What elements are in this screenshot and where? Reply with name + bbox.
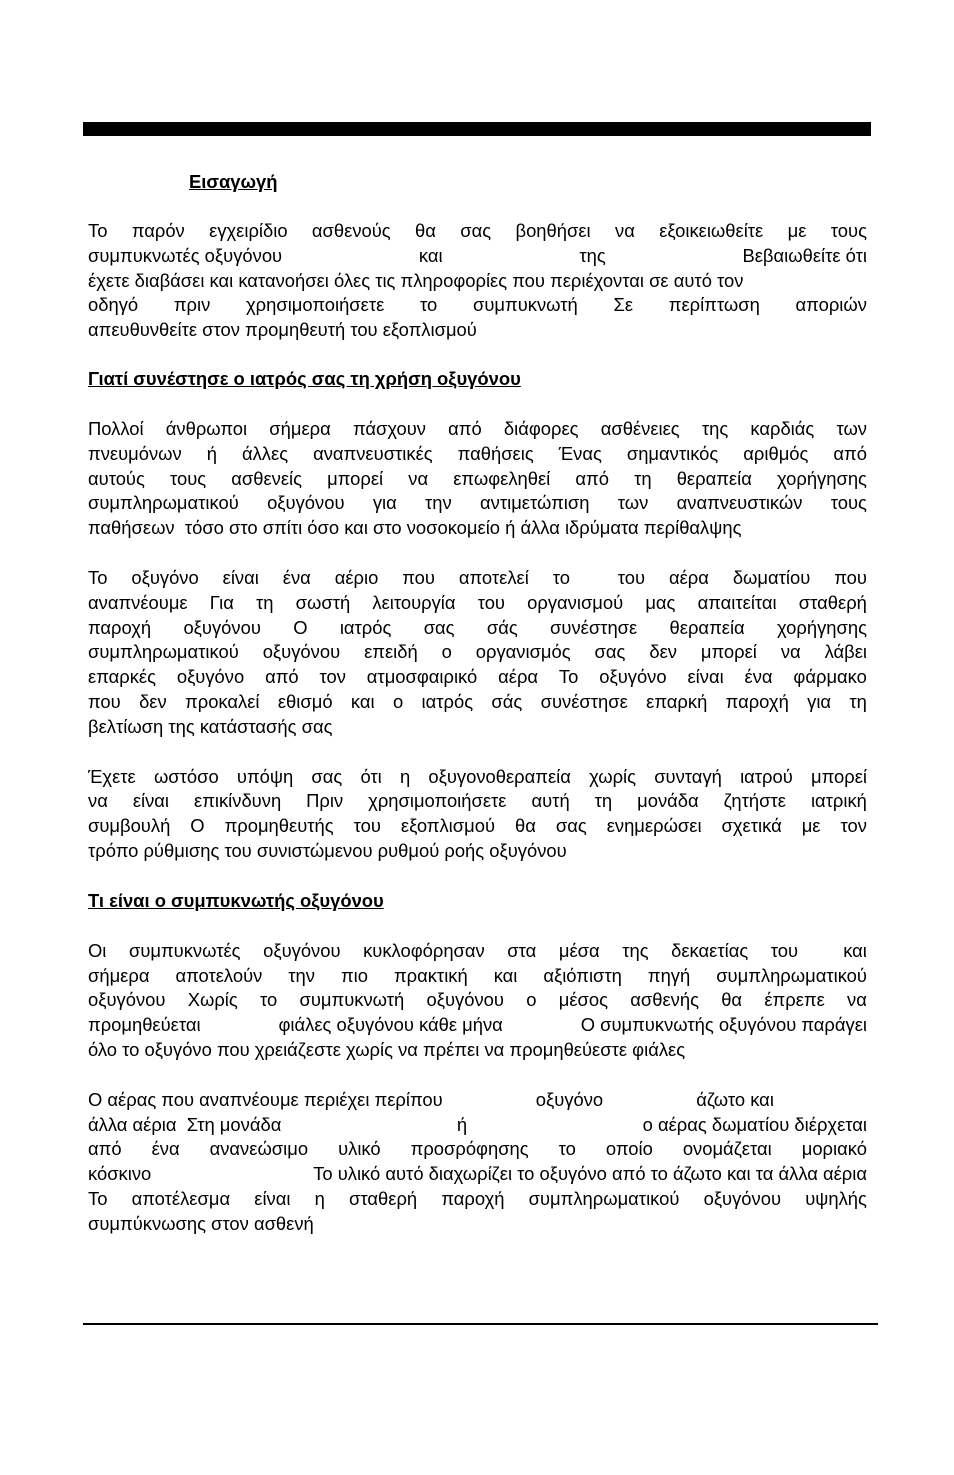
text-line [88,814,867,839]
word: αποτέλεσμα [131,1187,231,1209]
word: σάς [491,690,523,712]
why-paragraph-1 [88,417,867,541]
word: χορήγησης [776,467,867,489]
word: άλλα αέρια Στη μονάδα [88,1113,282,1135]
word: ένα [151,1138,180,1160]
word: αποτελούν [175,964,263,986]
text-line [88,765,867,790]
word: αναπνευστικές [313,442,433,464]
word: θεραπεία [676,467,752,489]
word: να [408,467,429,489]
word: συμπληρωματικού [88,492,239,514]
text-line [88,939,867,964]
word: συνέστησε [540,690,628,712]
word: ατμοσφαιρικό [366,666,478,688]
word: τον [319,666,346,688]
word: σας [423,616,455,638]
word: είναι [222,566,259,588]
word: συνταγή [654,765,722,787]
word: Ένας [558,442,602,464]
word: έχετε διαβάσει και κατανοήσει όλες τις πληροφορίες που περιέχονται σε αυτό τον [88,269,744,291]
text-line [88,219,867,244]
word: Το υλικό αυτό διαχωρίζει το οξυγόνο από το άζωτο και τα άλλα αέρια [313,1163,867,1185]
text-line [88,988,867,1013]
word: άνθρωποι [165,417,248,439]
document-body [88,170,867,1237]
text-line [88,1212,867,1237]
word: θα [514,815,536,837]
word: σταθερή [798,591,867,613]
word: οξυγόνο [176,666,245,688]
word: άζωτο και [696,1088,774,1110]
word: οξυγόνο [535,1088,604,1110]
word: και [843,939,867,961]
word: οξυγόνου [88,989,166,1011]
word: εξοικειωθείτε [659,220,764,241]
word: για [807,690,832,712]
word: ιατρού [740,765,793,787]
text-line [88,318,867,343]
word: για [372,492,397,514]
word: οποίο [605,1138,653,1160]
word: οξυγόνο [599,666,667,688]
word: επικίνδυνη [194,790,282,812]
text-line [88,1113,867,1138]
word: αέρα [498,666,539,688]
intro-paragraph [88,219,867,343]
word: των [617,492,649,514]
text-line [88,1013,867,1038]
word: να [847,989,867,1011]
text-line [88,1137,867,1162]
word: διάφορες [503,417,579,439]
word: μονάδα [637,790,699,812]
text-line [88,665,867,690]
word: προσρόφησης [410,1138,529,1160]
word: είναι [254,1187,291,1209]
text-line [88,640,867,665]
text-line [88,789,867,814]
word: τη [634,467,652,489]
word: εξοπλισμού [400,815,495,837]
word: δεν [649,641,677,663]
word: πριν [173,294,211,316]
word: τους [169,467,207,489]
word: ο [526,989,537,1011]
word: και [350,690,375,712]
word: οξυγόνου [426,989,504,1011]
word: ο [441,641,452,663]
word: καρδιάς [750,417,815,439]
word: αυτούς [88,467,145,489]
word: ο αέρας δωματίου διέρχεται [642,1113,867,1135]
word: απευθυνθείτε στον προμηθευτή του εξοπλισμού [88,319,477,341]
word: το [420,294,438,316]
word: υπόψη [236,765,294,787]
word: συμπληρωματικού [716,964,867,986]
word: ωστόσο [153,765,219,787]
word: τη [849,690,867,712]
word: το [558,1138,576,1160]
word: εγχειρίδιο [209,220,288,241]
text-line [88,566,867,591]
word: χρησιμοποιήσετε [246,294,385,316]
word: ανανεώσιμο [209,1138,309,1160]
word: αναπνευστικών [676,492,803,514]
word: και [493,964,518,986]
word: βοηθήσει [515,220,591,241]
word: η [314,1187,325,1209]
word: μπορεί [700,641,757,663]
word: οξυγόνου [263,939,341,961]
word: σχετικά [721,815,782,837]
word: Το [88,566,108,588]
word: αέριο [334,566,379,588]
word: η [399,765,411,787]
bottom-rule [83,1323,878,1325]
word: επειδή [364,641,418,663]
word: συμπύκνωσης στον ασθενή [88,1212,314,1234]
word: παρόν [131,220,185,241]
word: σωστή [295,591,351,613]
word: επωφεληθεί [453,467,551,489]
word: σημαντικός [626,442,719,464]
word: μέσα [558,939,600,961]
word: από [265,666,299,688]
word: αποτελεί [458,566,529,588]
word: θα [415,220,436,241]
word: οξυγόνο [131,566,199,588]
text-line [88,964,867,989]
word: είναι [687,666,724,688]
word: από [575,467,609,489]
word: παροχή [88,616,152,638]
word: να [88,790,108,812]
word: σταθερή [349,1187,418,1209]
text-line [88,616,867,641]
word: ή [456,1113,468,1135]
word: Έχετε [88,765,136,787]
word: από [88,1138,122,1160]
word: τον [840,815,867,837]
word: κόσκινο [88,1163,152,1185]
word: ιατρική [810,790,867,812]
word: τη [594,790,613,812]
word: σας [555,815,587,837]
word: ασθενής [630,989,699,1011]
word: με [787,220,807,241]
word: συμπυκνωτή [473,294,578,316]
text-line [88,1162,867,1187]
text-line [88,491,867,516]
word: χωρίς [589,765,637,787]
text-line [88,1038,867,1063]
word: της [622,939,649,961]
word: να [780,641,801,663]
word: τους [830,220,867,241]
word: Το [88,220,108,241]
word: επαρκές [88,666,156,688]
word: συμβουλή [88,815,171,837]
word: ασθενείς [231,467,303,489]
word: περίπτωση [668,294,760,316]
word: οξυγονοθεραπεία [428,765,571,787]
word: δεν [139,690,167,712]
text-line [88,516,867,541]
word: απαιτείται [697,591,777,613]
word: αξιόπιστη [543,964,622,986]
word: θα [721,989,743,1011]
word: χρησιμοποιήσετε [368,790,507,812]
word: αυτή [531,790,570,812]
word: ονομάζεται [682,1138,772,1160]
word: οξυγόνου [262,641,341,663]
word: από [448,417,482,439]
text-line [88,1187,867,1212]
word: σήμερα [88,964,150,986]
top-black-bar [83,122,871,136]
text-line [88,839,867,864]
word: αέρα [668,566,709,588]
word: με [801,815,821,837]
text-line [88,591,867,616]
word: αναπνέουμε [88,591,188,613]
word: που [402,566,435,588]
word: παθήσεων τόσο στο σπίτι όσο και στο νοσοκομείο ή άλλα ιδρύματα περίθαλψης [88,517,742,539]
word: ιατρός [421,690,474,712]
word: συμπληρωματικού [528,1187,680,1209]
word: συμπληρωματικού [88,641,239,663]
what-paragraph-1 [88,939,867,1063]
word: μας [645,591,676,613]
word: του [477,591,505,613]
word: του [617,566,646,588]
word: Πριν [306,790,344,812]
word: τους [830,492,867,514]
word: μπορεί [327,467,384,489]
word: πηγή [647,964,691,986]
word: Το [558,666,579,688]
text-line [88,293,867,318]
word: αποριών [795,294,867,316]
word: Ο [190,815,205,837]
word: ο [392,690,404,712]
word: μοριακό [801,1138,867,1160]
word: χορήγησης [777,616,867,638]
word: είναι [132,790,170,812]
word: κυκλοφόρησαν [363,939,485,961]
why-paragraph-2 [88,566,867,740]
word: υψηλής [805,1187,867,1209]
word: οργανισμός [475,641,571,663]
word: Βεβαιωθείτε ότι [742,244,867,266]
word: του [770,939,799,961]
word: από [833,442,867,464]
word: μέσος [558,989,608,1011]
word: επαρκή [646,690,708,712]
word: την [425,492,452,514]
word: που [834,566,867,588]
word: να [615,220,635,241]
text-line [88,1088,867,1113]
heading-what-concentrator: Τι είναι ο συμπυκνωτής οξυγόνου [88,889,384,911]
word: του [353,815,381,837]
word: φιάλες οξυγόνου κάθε μήνα [278,1014,503,1036]
word: ασθένειες [600,417,680,439]
word: αριθμός [743,442,809,464]
word: της [579,244,606,266]
text-line [88,269,867,294]
word: σας [460,220,492,241]
word: στα [507,939,537,961]
word: λειτουργία [372,591,456,613]
word: Ο [293,616,308,638]
word: τη [256,591,274,613]
word: οξυγόνου [183,616,261,638]
word: οξυγόνου [267,492,345,514]
text-line [88,417,867,442]
word: ένα [282,566,311,588]
word: ενημερώσει [606,815,702,837]
word: Ο αέρας που αναπνέουμε περιέχει περίπου [88,1088,443,1110]
word: οξυγόνου [703,1187,782,1209]
word: ένα [744,666,773,688]
word: φάρμακο [793,666,867,688]
word: των [836,417,867,439]
word: συνέστησε [550,616,638,638]
word: Για [209,591,234,613]
what-paragraph-2 [88,1088,867,1237]
word: σας [311,765,343,787]
why-paragraph-3 [88,765,867,864]
heading-why-oxygen: Γιατί συνέστησε ο ιατρός σας τη χρήση οξυγόνου [88,367,521,389]
word: λάβει [824,641,867,663]
word: πιο [340,964,368,986]
word: συμπυκνωτές οξυγόνου [88,244,283,266]
word: θεραπεία [669,616,745,638]
word: ή [206,442,217,464]
word: ασθενούς [311,220,391,241]
heading-intro: Εισαγωγή [189,171,278,192]
word: το [552,566,570,588]
word: την [288,964,315,986]
word: σας [594,641,626,663]
word: οδηγό [88,294,139,316]
word: συμπυκνωτή [299,989,405,1011]
text-line [88,690,867,715]
word: σάς [486,616,518,638]
word: Ο συμπυκνωτής οξυγόνου παράγει [580,1014,867,1036]
word: έπρεπε [764,989,825,1011]
word: ζητήστε [723,790,786,812]
word: πνευμόνων [88,442,182,464]
word: άλλες [241,442,289,464]
word: Σε [613,294,634,316]
word: τρόπο ρύθμισης του συνιστώμενου ρυθμού ροής οξυγόνου [88,839,567,861]
word: και [418,244,443,266]
word: μπορεί [810,765,867,787]
text-line [88,467,867,492]
word: Πολλοί [88,417,144,439]
word: αντιμετώπιση [480,492,590,514]
text-line [88,442,867,467]
word: βελτίωση της κατάστασής σας [88,715,333,737]
word: προμηθευτής [224,815,334,837]
word: παθήσεις [457,442,534,464]
word: το [260,989,278,1011]
text-line [88,715,867,740]
word: Οι [88,939,107,961]
word: συμπυκνωτές [128,939,241,961]
word: ιατρός [339,616,392,638]
word: προμηθεύεται [88,1014,201,1036]
word: πρακτική [393,964,468,986]
word: δεκαετίας [671,939,749,961]
word: εθισμό [277,690,333,712]
word: υλικό [338,1138,381,1160]
text-line [88,244,867,269]
word: παροχή [725,690,789,712]
word: οργανισμού [527,591,624,613]
word: προκαλεί [185,690,260,712]
word: που [88,690,121,712]
word: πάσχουν [352,417,426,439]
word: της [701,417,729,439]
word: ότι [360,765,382,787]
word: όλο το οξυγόνο που χρειάζεστε χωρίς να πρέπει να προμηθεύεστε φιάλες [88,1038,686,1060]
word: σήμερα [269,417,331,439]
word: Χωρίς [187,989,238,1011]
word: Το [88,1187,108,1209]
word: δωματίου [732,566,811,588]
word: παροχή [441,1187,505,1209]
